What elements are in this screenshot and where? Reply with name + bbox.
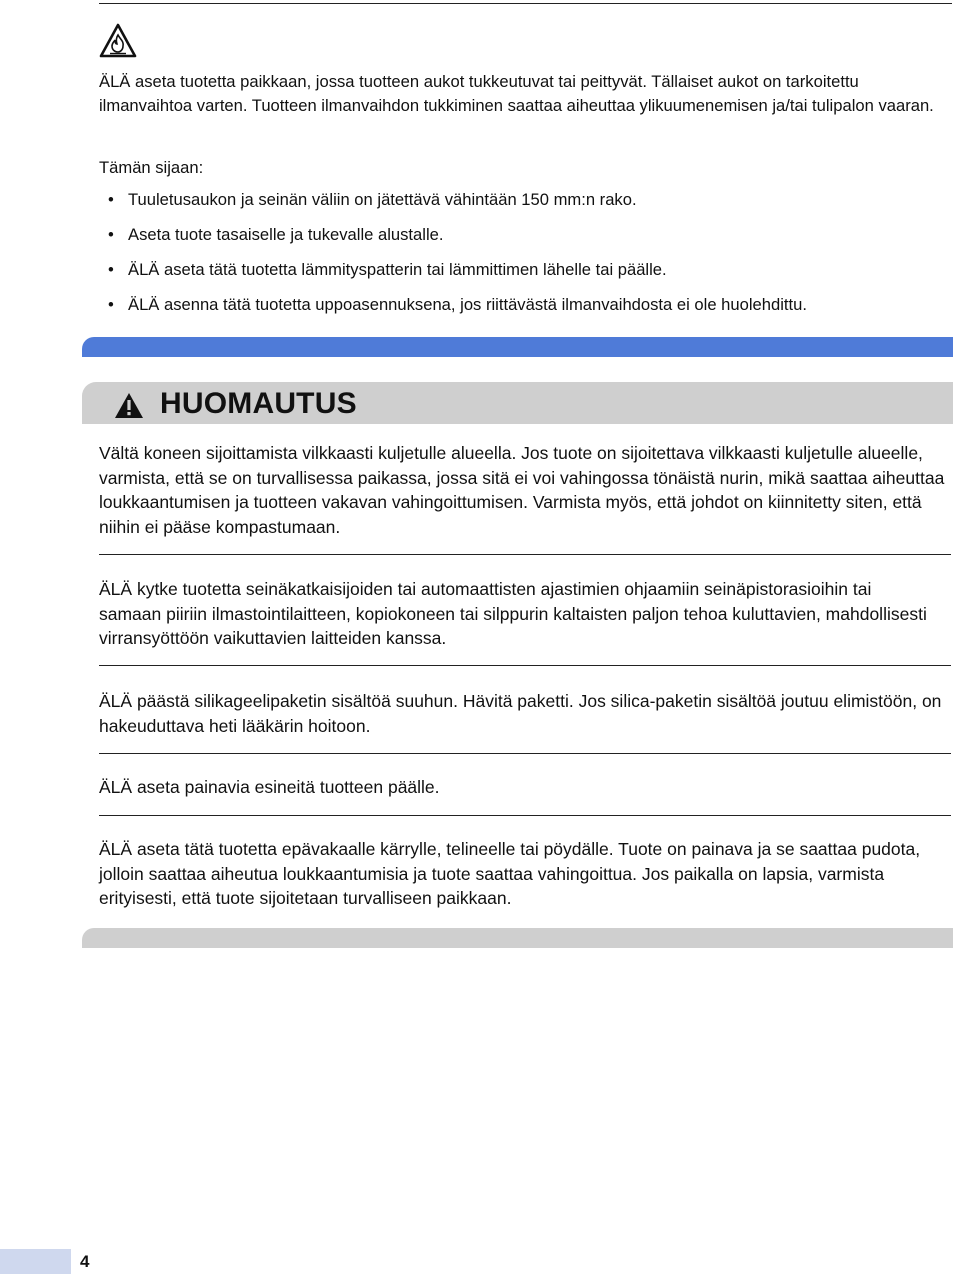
page-tab	[0, 1249, 71, 1274]
bullet-icon: •	[108, 295, 114, 314]
page-number: 4	[80, 1252, 90, 1271]
bullet-icon: •	[108, 225, 114, 244]
list-item: • Tuuletusaukon ja seinän väliin on jätettävä vähintään 150 mm:n rako.	[99, 188, 959, 223]
fire-warning-icon	[99, 23, 137, 58]
caution-paragraph: ÄLÄ aseta painavia esineitä tuotteen päälle.	[99, 777, 440, 797]
list-item: • ÄLÄ aseta tätä tuotetta lämmityspatterin tai lämmittimen lähelle tai päälle.	[99, 258, 959, 293]
paragraph-divider	[99, 665, 951, 666]
caution-paragraph: Vältä koneen sijoittamista vilkkaasti kuljetulle alueella. Jos tuote on sijoitettava vilkkaasti kuljetulle alueelle, varmista, että se on turvallisessa paikassa, jossa sitä ei voi vahingossa tönäistä nurin, mikä saattaa aiheuttaa loukkaantumisen ja tuotteen vakavan vahingoittumisen. Varmista myös, että johdot on kiinnitetty siten, että niihin ei pääse kompastumaan.	[99, 443, 945, 537]
list-item: • ÄLÄ asenna tätä tuotetta uppoasennuksena, jos riittävästä ilmanvaihdosta ei ole huolehdittu.	[99, 293, 959, 328]
instead-label: Tämän sijaan:	[99, 158, 204, 177]
placement-bullet-list	[99, 188, 959, 328]
paragraph-divider	[99, 554, 951, 555]
list-item: • Aseta tuote tasaiselle ja tukevalle alustalle.	[99, 223, 959, 258]
ventilation-warning-text: ÄLÄ aseta tuotetta paikkaan, jossa tuotteen aukot tukkeutuvat tai peittyvät. Tällaiset aukot on tarkoitettu ilmanvaihtoa varten. Tuotteen ilmanvaihdon tukkiminen saattaa aiheuttaa ylikuumenemisen ja/tai tulipalon vaaran.	[99, 72, 934, 115]
caution-paragraph: ÄLÄ aseta tätä tuotetta epävakaalle kärrylle, telineelle tai pöydälle. Tuote on painava ja se saattaa pudota, jolloin saattaa aiheutua loukkaantumisia ja tuote saattaa vahingoittua. Jos paikalla on lapsia, varmista erityisesti, että tuote sijoitetaan turvalliseen paikkaan.	[99, 839, 921, 908]
bullet-icon: •	[108, 190, 114, 209]
section-end-bar	[82, 928, 953, 948]
paragraph-divider	[99, 753, 951, 754]
top-divider	[99, 3, 952, 4]
bullet-icon: •	[108, 260, 114, 279]
caution-title: HUOMAUTUS	[160, 387, 357, 420]
section-divider-bar	[82, 337, 953, 357]
warning-triangle-icon	[114, 392, 144, 419]
caution-paragraph: ÄLÄ päästä silikageelipaketin sisältöä suuhun. Hävitä paketti. Jos silica-paketin sisältöä joutuu elimistöön, on hakeuduttava heti lääkärin hoitoon.	[99, 691, 942, 736]
caution-paragraph: ÄLÄ kytke tuotetta seinäkatkaisijoiden tai automaattisten ajastimien ohjaamiin seinäpistorasioihin tai samaan piiriin ilmastointilaitteen, kopiokoneen tai silppurin kaltaisten paljon tehoa kuluttavien, mahdollisesti virransyöttöön vaikuttavien laitteiden kanssa.	[99, 579, 927, 648]
paragraph-divider	[99, 815, 951, 816]
